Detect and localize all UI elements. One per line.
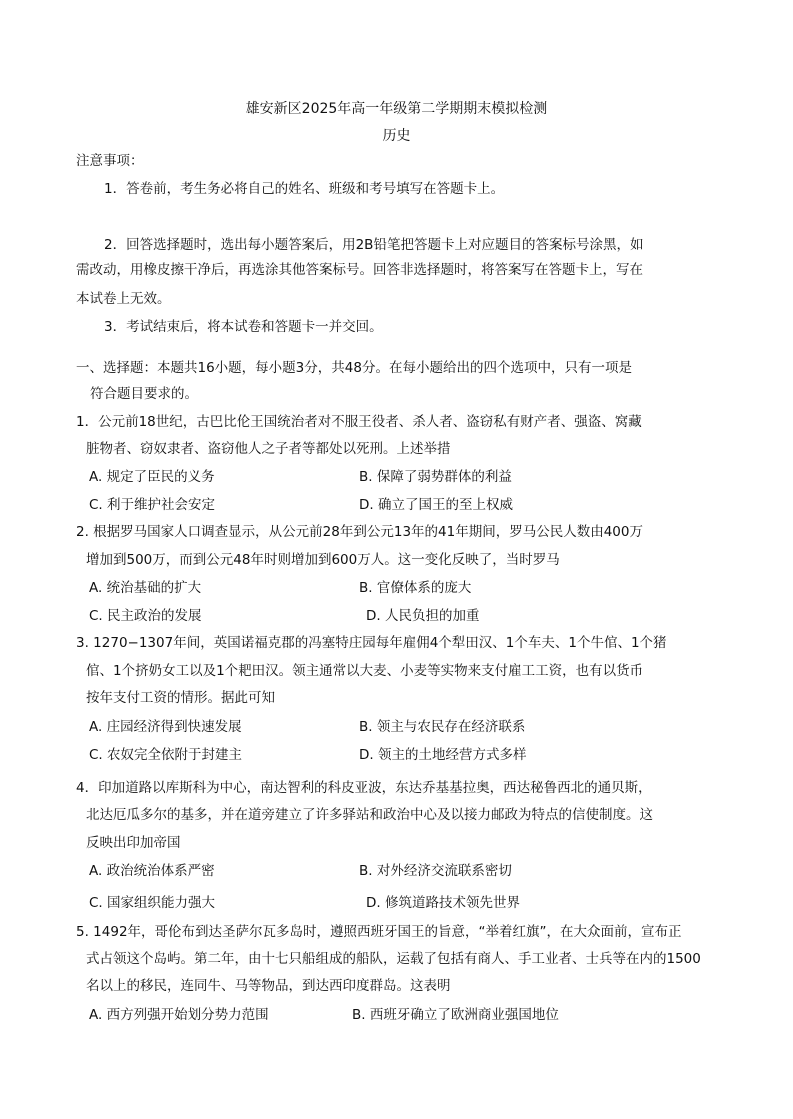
question-3-option-c[interactable]: C. 农奴完全依附于封建主 (89, 747, 243, 763)
question-3-option-d[interactable]: D. 领主的土地经营方式多样 (359, 747, 527, 763)
question-4-text: 4．印加道路以库斯科为中心，南达智利的科皮亚波，东达乔基基拉奥，西达秘鲁西北的通贝斯， (76, 780, 652, 796)
question-1-option-b[interactable]: B. 保障了弱势群体的利益 (359, 469, 512, 485)
question-1-option-a[interactable]: A. 规定了臣民的义务 (89, 469, 215, 485)
question-1-text: 脏物者、窃奴隶者、盗窃他人之子者等都处以死刑。上述举措 (86, 441, 451, 457)
question-2-text: 2. 根据罗马国家人口调查显示，从公元前28年到公元13年的41年期间，罗马公民人数由400万 (76, 524, 643, 540)
question-5-text: 式占领这个岛屿。第二年，由十七只船组成的船队，运载了包括有商人、手工业者、士兵等在内的1500 (86, 951, 701, 967)
question-4-option-b[interactable]: B. 对外经济交流联系密切 (359, 863, 512, 879)
question-3-option-a[interactable]: A. 庄园经济得到快速发展 (89, 719, 242, 735)
question-4-text: 北达厄瓜多尔的基多，并在道旁建立了许多驿站和政治中心及以接力邮政为特点的信使制度。这 (86, 807, 653, 823)
section-heading-cont: 符合题目要求的。 (90, 386, 198, 402)
question-2-text: 增加到500万，而到公元48年时则增加到600万人。这一变化反映了，当时罗马 (86, 552, 560, 568)
question-2-option-d[interactable]: D. 人民负担的加重 (366, 608, 480, 624)
question-3-text: 3. 1270−1307年间，英国诺福克郡的冯塞特庄园每年雇佣4个犁田汉、1个车夫、1个牛倌、1个猪 (76, 635, 667, 651)
exam-subject: 历史 (382, 128, 411, 144)
section-heading: 一、选择题：本题共16小题，每小题3分，共48分。在每小题给出的四个选项中，只有一项是 (76, 360, 632, 376)
question-2-option-a[interactable]: A. 统治基础的扩大 (89, 580, 202, 596)
question-3-text: 倌、1个挤奶女工以及1个耙田汉。领主通常以大麦、小麦等实物来支付雇工工资，也有以货币 (86, 663, 644, 679)
question-5-option-b[interactable]: B. 西班牙确立了欧洲商业强国地位 (352, 1007, 559, 1023)
question-4-option-c[interactable]: C. 国家组织能力强大 (89, 895, 216, 911)
question-5-text: 5. 1492年，哥伦布到达圣萨尔瓦多岛时，遵照西班牙国王的旨意，“举着红旗”，在大众面前，宣布正 (76, 924, 682, 940)
notice-item: 2．回答选择题时，选出每小题答案后，用2B铅笔把答题卡上对应题目的答案标号涂黑，如 (104, 237, 644, 253)
question-1-option-c[interactable]: C. 利于维护社会安定 (89, 497, 216, 513)
question-5-option-a[interactable]: A. 西方列强开始划分势力范围 (89, 1007, 269, 1023)
question-1-option-d[interactable]: D. 确立了国王的至上权威 (359, 497, 513, 513)
notice-item: 1．答卷前，考生务必将自己的姓名、班级和考号填写在答题卡上。 (104, 181, 505, 197)
notice-item: 本试卷上无效。 (76, 291, 171, 307)
exam-title: 雄安新区2025年高一年级第二学期期末模拟检测 (245, 101, 548, 117)
question-4-option-d[interactable]: D. 修筑道路技术领先世界 (366, 895, 520, 911)
notice-heading: 注意事项： (76, 153, 144, 169)
question-3-text: 按年支付工资的情形。据此可知 (86, 690, 275, 706)
notice-item: 3．考试结束后，将本试卷和答题卡一并交回。 (104, 319, 383, 335)
question-5-text: 名以上的移民，连同牛、马等物品，到达西印度群岛。这表明 (86, 978, 451, 994)
question-3-option-b[interactable]: B. 领主与农民存在经济联系 (359, 719, 526, 735)
question-4-text: 反映出印加帝国 (86, 835, 181, 851)
question-4-option-a[interactable]: A. 政治统治体系严密 (89, 863, 215, 879)
notice-item: 需改动，用橡皮擦干净后，再选涂其他答案标号。回答非选择题时，将答案写在答题卡上，写在 (76, 262, 643, 278)
question-2-option-c[interactable]: C. 民主政治的发展 (89, 608, 202, 624)
question-1-text: 1．公元前18世纪，古巴比伦王国统治者对不服王役者、杀人者、盗窃私有财产者、强盗、窝藏 (76, 414, 642, 430)
question-2-option-b[interactable]: B. 官僚体系的庞大 (359, 580, 472, 596)
